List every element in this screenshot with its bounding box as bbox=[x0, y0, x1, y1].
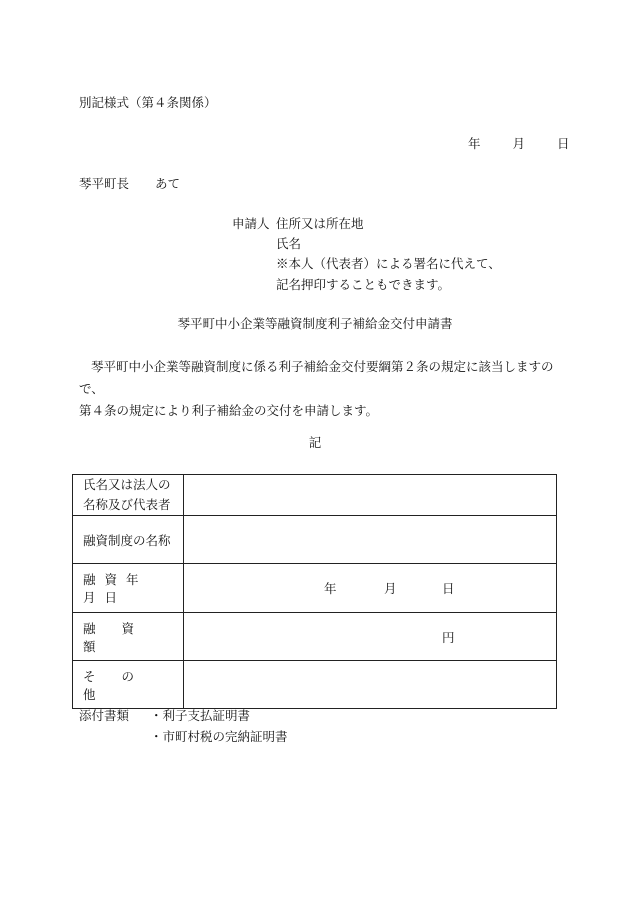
loan-date-month: 月 bbox=[384, 581, 397, 596]
label-line: 氏名又は法人の bbox=[83, 477, 171, 492]
attachment-item: ・利子支払証明書 bbox=[150, 708, 251, 723]
table-row bbox=[73, 661, 557, 709]
value-loan-date[interactable] bbox=[184, 564, 557, 613]
applicant-note-1: ※本人（代表者）による署名に代えて、 bbox=[276, 256, 501, 271]
date-day: 日 bbox=[556, 136, 570, 151]
body-text bbox=[79, 356, 559, 422]
label-loan-amount bbox=[73, 613, 184, 661]
other-label: その他 bbox=[83, 668, 161, 702]
value-name-entity[interactable] bbox=[184, 475, 557, 516]
attachment-item: ・市町村税の完納証明書 bbox=[150, 729, 288, 744]
date-year: 年 bbox=[468, 136, 481, 151]
attachments-label: 添付書類 bbox=[79, 708, 130, 723]
applicant-note-2: 記名押印することもできます。 bbox=[276, 277, 451, 292]
document-title: 琴平町中小企業等融資制度利子補給金交付申請書 bbox=[177, 316, 453, 331]
addressee-honorific: あて bbox=[155, 176, 181, 191]
loan-amount-unit: 円 bbox=[442, 629, 455, 645]
date-month: 月 bbox=[512, 136, 525, 151]
date-line bbox=[468, 138, 569, 151]
value-loan-program[interactable] bbox=[184, 516, 557, 564]
addressee-name: 琴平町長 bbox=[79, 176, 130, 191]
loan-date-label: 融資年月日 bbox=[83, 572, 148, 605]
form-tag: 別記様式（第４条関係） bbox=[79, 95, 217, 110]
record-table bbox=[72, 474, 557, 709]
value-other[interactable] bbox=[184, 661, 557, 709]
loan-amount-label: 融資額 bbox=[83, 620, 161, 654]
applicant-label: 申請人 bbox=[232, 216, 270, 231]
label-loan-date bbox=[73, 564, 184, 613]
label-loan-program: 融資制度の名称 bbox=[73, 516, 184, 564]
applicant-name: 氏名 bbox=[276, 236, 302, 251]
applicant-address: 住所又は所在地 bbox=[276, 216, 364, 231]
loan-date-day: 日 bbox=[442, 581, 455, 596]
label-name-entity bbox=[73, 475, 184, 516]
loan-date-year: 年 bbox=[324, 581, 337, 596]
body-line-1: 琴平町中小企業等融資制度に係る利子補給金交付要綱第２条の規定に該当しますので、 bbox=[79, 359, 554, 396]
table-row bbox=[73, 613, 557, 661]
table-row bbox=[73, 564, 557, 613]
ki-heading: 記 bbox=[308, 435, 322, 450]
value-loan-amount[interactable] bbox=[184, 613, 557, 661]
label-line: 名称及び代表者 bbox=[83, 497, 171, 512]
label-other bbox=[73, 661, 184, 709]
table-row bbox=[73, 475, 557, 516]
addressee bbox=[79, 178, 180, 191]
table-row bbox=[73, 516, 557, 564]
body-line-2: 第４条の規定により利子補給金の交付を申請します。 bbox=[79, 403, 379, 418]
